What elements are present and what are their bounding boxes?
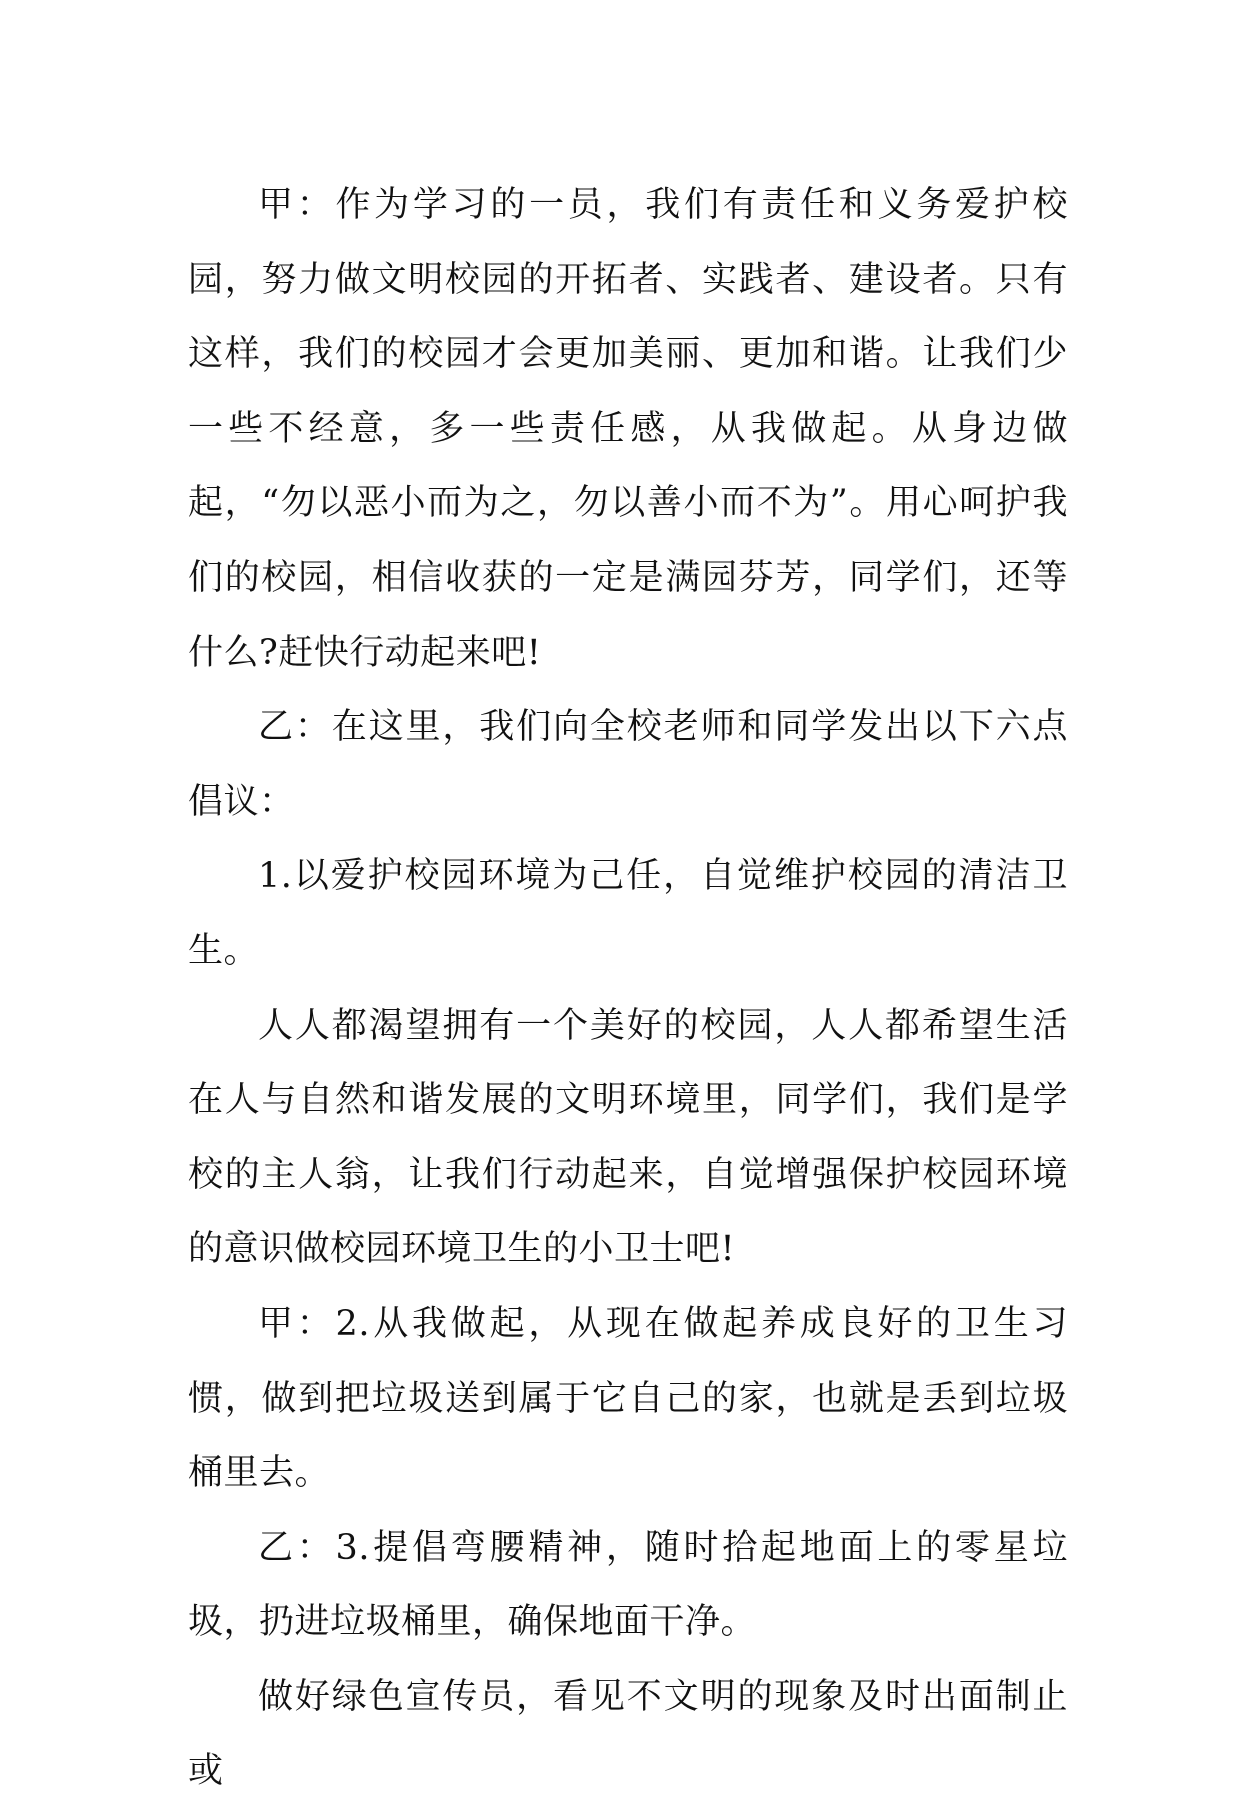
paragraph-jia-responsibility: 甲：作为学习的一员，我们有责任和义务爱护校园，努力做文明校园的开拓者、实践者、建设者。只有这样，我们的校园才会更加美丽、更加和谐。让我们少一些不经意，多一些责任感，从我做起。从身边做起，“勿以恶小而为之，勿以善小而不为”。用心呵护我们的校园，相信收获的一定是满园芬芳，同学们，还等什么?赶快行动起来吧!	[188, 185, 1068, 673]
paragraph-yi-proposal-intro: 乙：在这里，我们向全校老师和同学发出以下六点倡议：	[188, 707, 1068, 822]
document-body	[188, 168, 1068, 1809]
paragraph-item-2: 甲：2.从我做起，从现在做起养成良好的卫生习惯，做到把垃圾送到属于它自己的家，也就是丢到垃圾桶里去。	[188, 1303, 1068, 1494]
paragraph-item-1-detail: 人人都渴望拥有一个美好的校园，人人都希望生活在人与自然和谐发展的文明环境里，同学们，我们是学校的主人翁，让我们行动起来，自觉增强保护校园环境的意识做校园环境卫生的小卫士吧!	[188, 1005, 1068, 1270]
paragraph-item-1: 1.以爱护校园环境为己任，自觉维护校园的清洁卫生。	[188, 856, 1068, 971]
paragraph-item-3: 乙：3.提倡弯腰精神，随时拾起地面上的零星垃圾，扔进垃圾桶里，确保地面干净。	[188, 1527, 1068, 1643]
paragraph-green-promoter: 做好绿色宣传员，看见不文明的现象及时出面制止或	[188, 1676, 1068, 1792]
